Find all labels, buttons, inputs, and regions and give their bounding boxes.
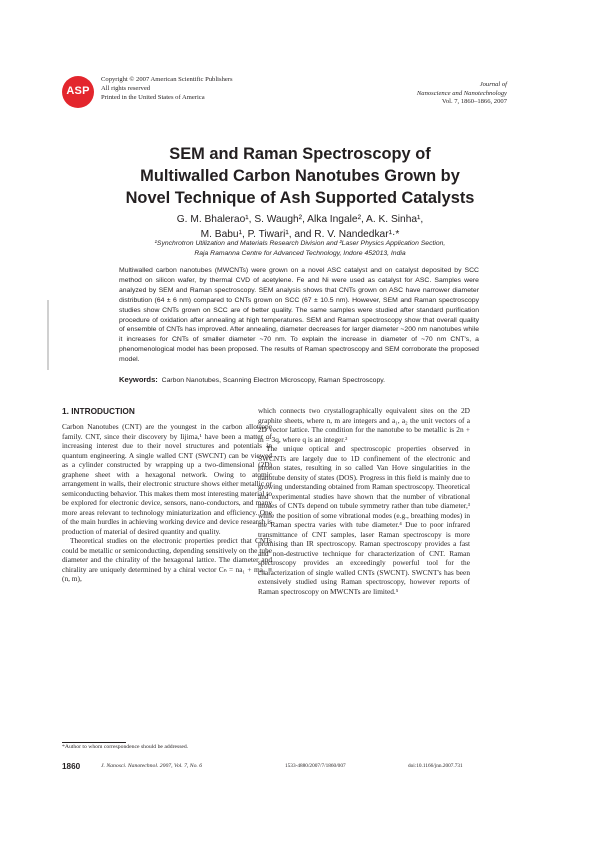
paragraph: Theoretical studies on the electronic properties predict that CNTs could be metallic or semiconducting, depending sensitively on the tube diameter and the chirality of the hexagonal lattice. The diameter and chirality are uniquely determined by a chiral vector Cₕ = na₁ + ma₂ ≡ (n, m), <box>62 536 272 584</box>
paragraph: Carbon Nanotubes (CNT) are the youngest in the carbon allotrope family. CNT, since their discovery by Iijima,¹ have been a matter of increasing interest due to their novel structures and potentials in quantum engineering. A single walled CNT (SWCNT) can be viewed as a cylinder constructed by wrapping up a two-dimensional (2D) graphene sheet with a hexagonal network. Owing to atomic arrangement in walls, their electronic structure shows either metallic or semiconducting behavior. This makes them most interesting material to be explored for electronic device, sensors, nano-conductors, and many more areas relevant to technology miniaturization and efficiency. One of the main hurdles in achieving working device and device research is production of material of desired quantity and quality. <box>62 422 272 536</box>
section-heading: 1. INTRODUCTION <box>62 406 135 416</box>
affiliations <box>0 239 600 258</box>
printed-text: Printed in the United States of America <box>101 93 205 101</box>
affiliation-line-1: ¹Synchrotron Utilization and Materials Research Division and ²Laser Physics Application Section, <box>154 240 446 247</box>
body-column-left <box>62 422 272 584</box>
body-column-right <box>258 406 470 596</box>
rights-text: All rights reserved <box>101 84 151 92</box>
keywords-label: Keywords: <box>119 375 158 384</box>
publisher-logo <box>62 76 94 108</box>
issn: 1533-4880/2007/7/1860/007 <box>285 763 346 769</box>
footnote: *Author to whom correspondence should be addressed. <box>62 744 189 750</box>
journal-line1: Journal of <box>479 81 507 88</box>
footnote-rule <box>62 742 126 743</box>
page-number: 1860 <box>62 762 81 771</box>
authors-line-2: M. Babu¹, P. Tiwari¹, and R. V. Nandedkar¹·* <box>200 229 400 240</box>
copyright-block <box>101 76 233 102</box>
paper-title <box>0 143 600 209</box>
title-line-3: Novel Technique of Ash Supported Catalysts <box>125 189 475 207</box>
paragraph: which connects two crystallographically equivalent sites on the 2D graphite sheets, where n, m are integers and a₁, a₂ the unit vectors of a 2D vector lattice. The condition for the nanotube to be metallic is 2n + m = 3q, where q is an integer.² <box>258 406 470 444</box>
affiliation-line-2: Raja Ramanna Centre for Advanced Technology, Indore 452013, India <box>194 249 406 257</box>
journal-block <box>417 81 507 107</box>
authors-line-1: G. M. Bhalerao¹, S. Waugh², Alka Ingale², A. K. Sinha¹, <box>176 214 424 225</box>
journal-reference: J. Nanosci. Nanotechnol. 2007, Vol. 7, No. 6 <box>101 763 203 769</box>
keywords-line <box>119 375 479 385</box>
margin-bar <box>47 300 49 370</box>
author-list <box>0 212 600 242</box>
abstract: Multiwalled carbon nanotubes (MWCNTs) were grown on a novel ASC catalyst and on catalyst deposited by SCC method on silicon wafer, by thermal CVD of acetylene. Fe and Ni were used as catalyst for ASC. Samples were analyzed by SEM and Raman spectroscopy. SEM analysis shows that CNTs grown on ASC have narrower diameter distribution (64 ± 6 nm) compared to CNTs grown on SCC (67 ± 10.5 nm). However, SEM and Raman spectroscopy studies show CNTs grown on SCC are of better quality. The same samples were studied after standard purification procedure of oxidation after annealing at high temperatures. SEM and Raman spectroscopy show that overall quality of ensemble of CNTs has improved. After annealing, diameter decreases for larger diameter ~200 nm nanotubes while it increases for CNTs of smaller diameter ~70 nm. To explain the increase in diameter of ~70 nm CNT's, a phenomenological model has been proposed. The results of Raman spectroscopy and SEM corroborate the proposed model. <box>119 267 479 364</box>
journal-name: Nanoscience and Nanotechnology <box>416 89 507 97</box>
title-line-1: SEM and Raman Spectroscopy of <box>169 145 431 163</box>
publisher-logo-text: ASP <box>66 85 90 97</box>
keywords-text: Carbon Nanotubes, Scanning Electron Microscopy, Raman Spectroscopy. <box>161 377 386 384</box>
doi: doi:10.1166/jnn.2007.731 <box>408 763 463 769</box>
copyright-text: Copyright © 2007 American Scientific Publishers <box>101 76 233 83</box>
title-line-2: Multiwalled Carbon Nanotubes Grown by <box>140 167 460 185</box>
journal-volume: Vol. 7, 1860–1866, 2007 <box>441 98 507 106</box>
paragraph: The unique optical and spectroscopic properties observed in SWCNTs are largely due to 1D confinement of the electronic and phonon states, resulting in so called Van Hove singularities in the nanotube density of states (DOS). Progress in this field is mainly due to growing understanding obtained from Raman spectroscopy. Theoretical and experimental studies have shown that the number of vibrational modes of CNTs depend on tubule symmetry rather than tube diameter,³ while the position of some vibrational modes (e.g., breathing modes) in the Raman spectra varies with tube diameter.⁴ Due to poor infrared transmittance of CNT samples, laser Raman spectroscopy is more promising than IR spectroscopy. Raman spectroscopy provides a fast and non-destructive technique for characterization of CNT. Raman spectroscopy provides an exceedingly powerful tool for the characterization of single walled CNTs (SWCNT). SWCNT's has been extensively studied using Raman spectroscopy, however reports of Raman spectroscopy on MWCNTs are limited.⁵ <box>258 444 470 596</box>
